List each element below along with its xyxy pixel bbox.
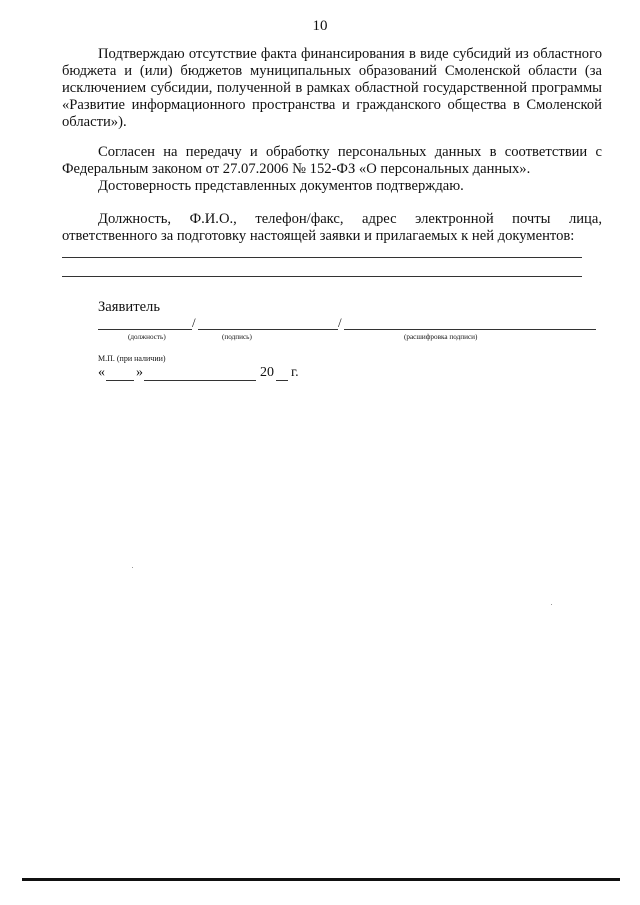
scan-speck <box>551 604 552 605</box>
scan-edge-bar <box>22 878 620 881</box>
paragraph-data-consent: Согласен на передачу и обработку персональных данных в соответствии с Федеральным законом от 27.07.2006 № 152-ФЗ «О персональных данных». <box>62 144 602 177</box>
paragraph-responsible-person: Должность, Ф.И.О., телефон/факс, адрес электронной почты лица, ответственного за подготовку настоящей заявки и прилагаемых к ней документов: <box>62 211 602 244</box>
decoding-caption: (расшифровка подписи) <box>404 333 478 341</box>
year-line <box>276 380 288 381</box>
fill-line-1 <box>62 257 582 258</box>
position-caption: (должность) <box>128 333 166 341</box>
paragraph-no-funding: Подтверждаю отсутствие факта финансирования в виде субсидий из областного бюджета и (или) бюджетов муниципальных образований Смоленской области (за исключением субсидии, полученной в рамках областной государственной программы «Развитие информационного пространства и гражданского общества в Смоленской области»). <box>62 46 602 130</box>
date-close-quote: » <box>136 365 143 380</box>
year-prefix: 20 <box>260 365 274 380</box>
page-number: 10 <box>312 18 328 34</box>
year-suffix: г. <box>291 365 299 380</box>
day-line <box>106 380 134 381</box>
month-line <box>144 380 256 381</box>
position-line <box>98 329 192 330</box>
paragraph-authenticity: Достоверность представленных документов подтверждаю. <box>98 178 464 194</box>
fill-line-2 <box>62 276 582 277</box>
applicant-label: Заявитель <box>98 299 160 315</box>
stamp-note: М.П. (при наличии) <box>98 354 166 363</box>
scan-speck <box>132 567 133 568</box>
signature-line <box>198 329 338 330</box>
separator-slash-1: / <box>192 315 196 330</box>
signature-caption: (подпись) <box>222 333 252 341</box>
separator-slash-2: / <box>338 315 342 330</box>
decoding-line <box>344 329 596 330</box>
date-open-quote: « <box>98 365 105 380</box>
